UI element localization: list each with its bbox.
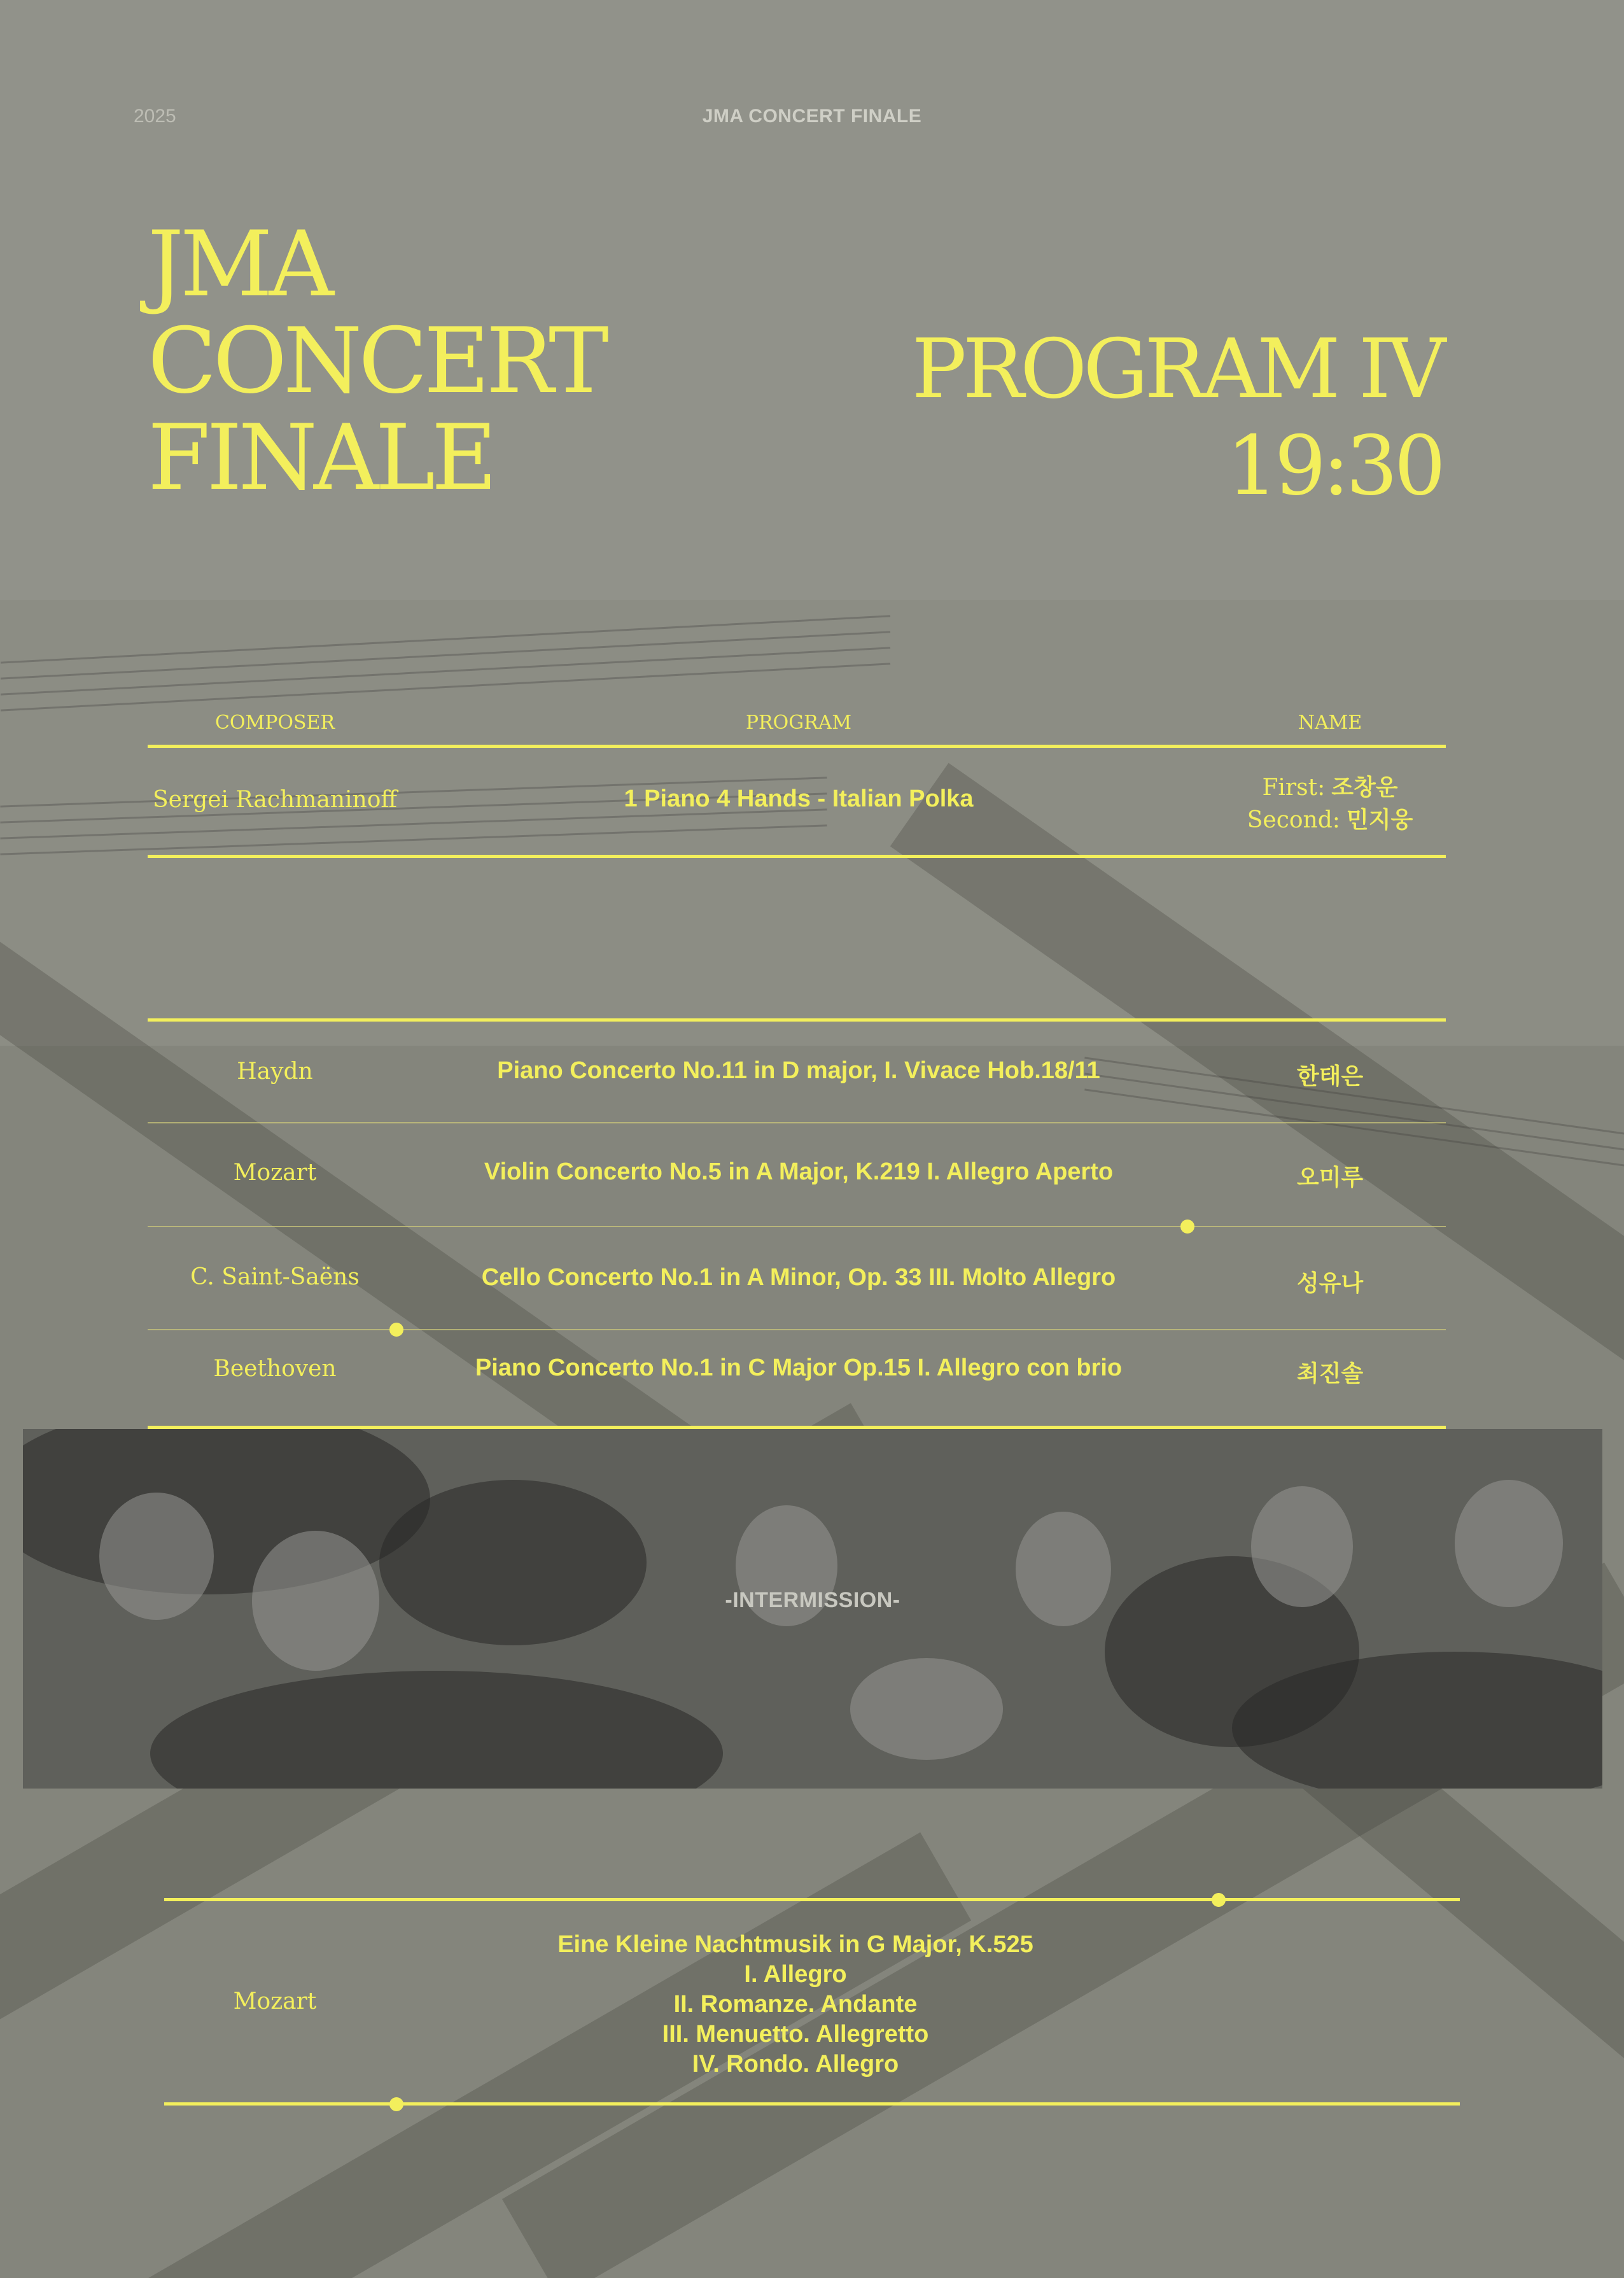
intermission-label: -INTERMISSION- <box>725 1588 900 1612</box>
finale-program <box>407 1930 1184 2079</box>
accent-dot <box>389 2097 403 2111</box>
row-divider <box>148 1122 1446 1123</box>
start-time: 19:30 <box>1226 419 1442 514</box>
row-composer: Mozart <box>233 1160 317 1186</box>
row-composer: C. Saint-Saëns <box>190 1264 360 1290</box>
performer-first-name: 조창운 <box>1331 774 1398 800</box>
row-performer: 성유나 <box>1296 1270 1364 1296</box>
divider <box>148 855 1446 858</box>
concert-title <box>148 212 605 510</box>
performer-first <box>1203 771 1457 804</box>
row-program: Piano Concerto No.1 in C Major Op.15 I. Allegro con brio <box>475 1354 1123 1381</box>
opening-performers <box>1203 771 1457 836</box>
divider <box>148 745 1446 748</box>
finale-program-line: III. Menuetto. Allegretto <box>662 2021 929 2048</box>
title-line: JMA <box>148 212 330 317</box>
opening-program: 1 Piano 4 Hands - Italian Polka <box>624 785 974 812</box>
row-performer: 한태은 <box>1296 1063 1364 1089</box>
title-line: FINALE <box>148 405 494 510</box>
opening-composer: Sergei Rachmaninoff <box>153 787 397 813</box>
performer-first-label: First: <box>1262 775 1326 801</box>
row-divider <box>148 1226 1446 1227</box>
row-program: Piano Concerto No.11 in D major, I. Vivace Hob.18/11 <box>497 1057 1100 1084</box>
finale-program-line: Eine Kleine Nachtmusik in G Major, K.525 <box>557 1931 1033 1958</box>
row-program: Cello Concerto No.1 in A Minor, Op. 33 III. Molto Allegro <box>481 1264 1116 1291</box>
divider <box>164 2102 1460 2106</box>
divider <box>164 1898 1460 1901</box>
performer-second <box>1203 804 1457 836</box>
accent-dot <box>389 1323 403 1337</box>
title-line: CONCERT <box>148 309 605 414</box>
year: 2025 <box>134 106 176 127</box>
finale-program-line: IV. Rondo. Allegro <box>692 2051 899 2078</box>
finale-program-line: I. Allegro <box>744 1961 847 1988</box>
running-title: JMA CONCERT FINALE <box>702 106 922 127</box>
program-heading <box>912 321 1442 515</box>
intermission-banner <box>23 1429 1602 1789</box>
header <box>0 0 1624 600</box>
finale-program-line: II. Romanze. Andante <box>673 1991 918 2018</box>
row-composer: Haydn <box>237 1058 313 1085</box>
row-program: Violin Concerto No.5 in A Major, K.219 I. Allegro Aperto <box>484 1158 1114 1185</box>
column-header-program: PROGRAM <box>745 712 852 734</box>
row-divider <box>148 1329 1446 1330</box>
row-composer: Beethoven <box>213 1356 337 1382</box>
row-performer: 최진솔 <box>1296 1360 1364 1386</box>
column-header-composer: COMPOSER <box>214 712 335 734</box>
column-header-name: NAME <box>1298 712 1362 734</box>
accent-dot <box>1180 1220 1194 1234</box>
divider <box>148 1018 1446 1022</box>
row-performer: 오미루 <box>1296 1164 1364 1190</box>
finale-composer: Mozart <box>233 1988 317 2014</box>
performer-second-label: Second: <box>1247 807 1340 833</box>
accent-dot <box>1212 1893 1226 1907</box>
program-number: PROGRAM IV <box>911 322 1442 417</box>
performer-second-name: 민지웅 <box>1346 806 1413 833</box>
